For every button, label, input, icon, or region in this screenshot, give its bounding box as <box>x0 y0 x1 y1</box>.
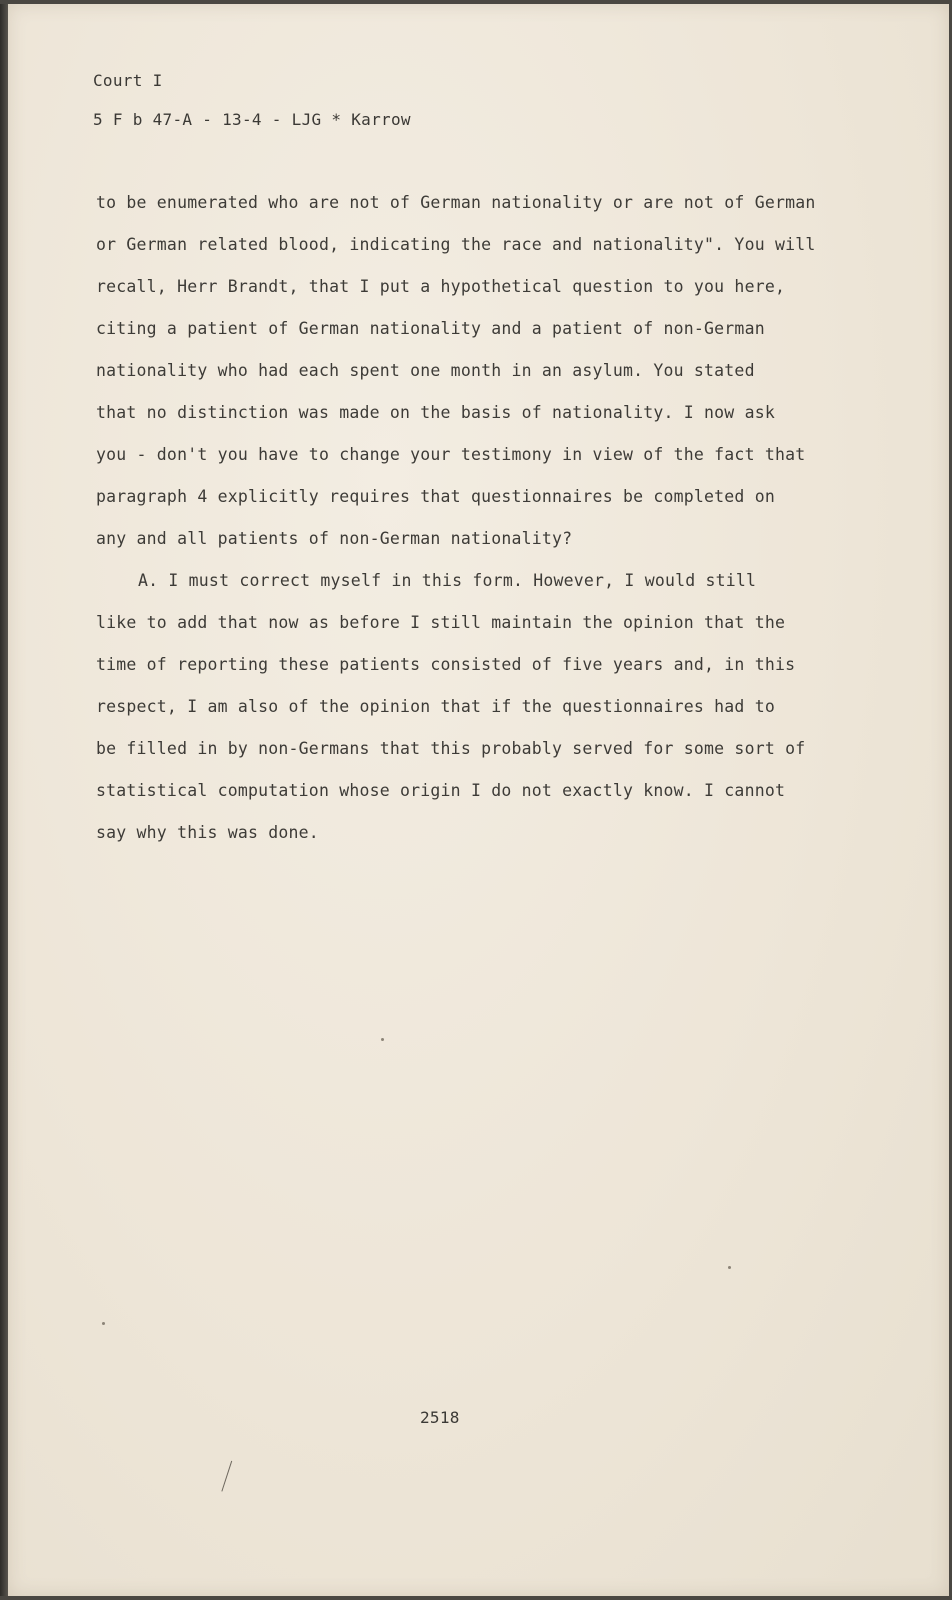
transcript-line: be filled in by non-Germans that this probably served for some sort of <box>96 739 806 758</box>
transcript-line: that no distinction was made on the basis of nationality. I now ask <box>96 403 775 422</box>
transcript-line: to be enumerated who are not of German nationality or are not of German <box>96 193 816 212</box>
transcript-line: say why this was done. <box>96 823 319 842</box>
transcript-line: any and all patients of non-German nationality? <box>96 529 573 548</box>
paper-speck <box>728 1266 731 1269</box>
case-reference: 5 F b 47-A - 13-4 - LJG * Karrow <box>93 110 411 129</box>
transcript-line: you - don't you have to change your testimony in view of the fact that <box>96 445 806 464</box>
transcript-line: paragraph 4 explicitly requires that questionnaires be completed on <box>96 487 775 506</box>
transcript-body <box>96 189 876 861</box>
transcript-line: nationality who had each spent one month in an asylum. You stated <box>96 361 755 380</box>
page-number: 2518 <box>420 1408 460 1427</box>
transcript-line: citing a patient of German nationality and a patient of non-German <box>96 319 765 338</box>
transcript-line: or German related blood, indicating the race and nationality". You will <box>96 235 816 254</box>
pencil-mark <box>221 1461 243 1495</box>
paper-speck <box>381 1038 384 1041</box>
court-label: Court I <box>93 71 163 90</box>
document-page <box>8 4 949 1596</box>
answer-line: A. I must correct myself in this form. However, I would still <box>138 571 757 590</box>
transcript-line: statistical computation whose origin I do not exactly know. I cannot <box>96 781 786 800</box>
transcript-line: like to add that now as before I still maintain the opinion that the <box>96 613 786 632</box>
paper-speck <box>102 1322 105 1325</box>
transcript-line: recall, Herr Brandt, that I put a hypothetical question to you here, <box>96 277 786 296</box>
scan-left-edge <box>0 4 8 1596</box>
transcript-line: time of reporting these patients consisted of five years and, in this <box>96 655 796 674</box>
transcript-line: respect, I am also of the opinion that if the questionnaires had to <box>96 697 775 716</box>
